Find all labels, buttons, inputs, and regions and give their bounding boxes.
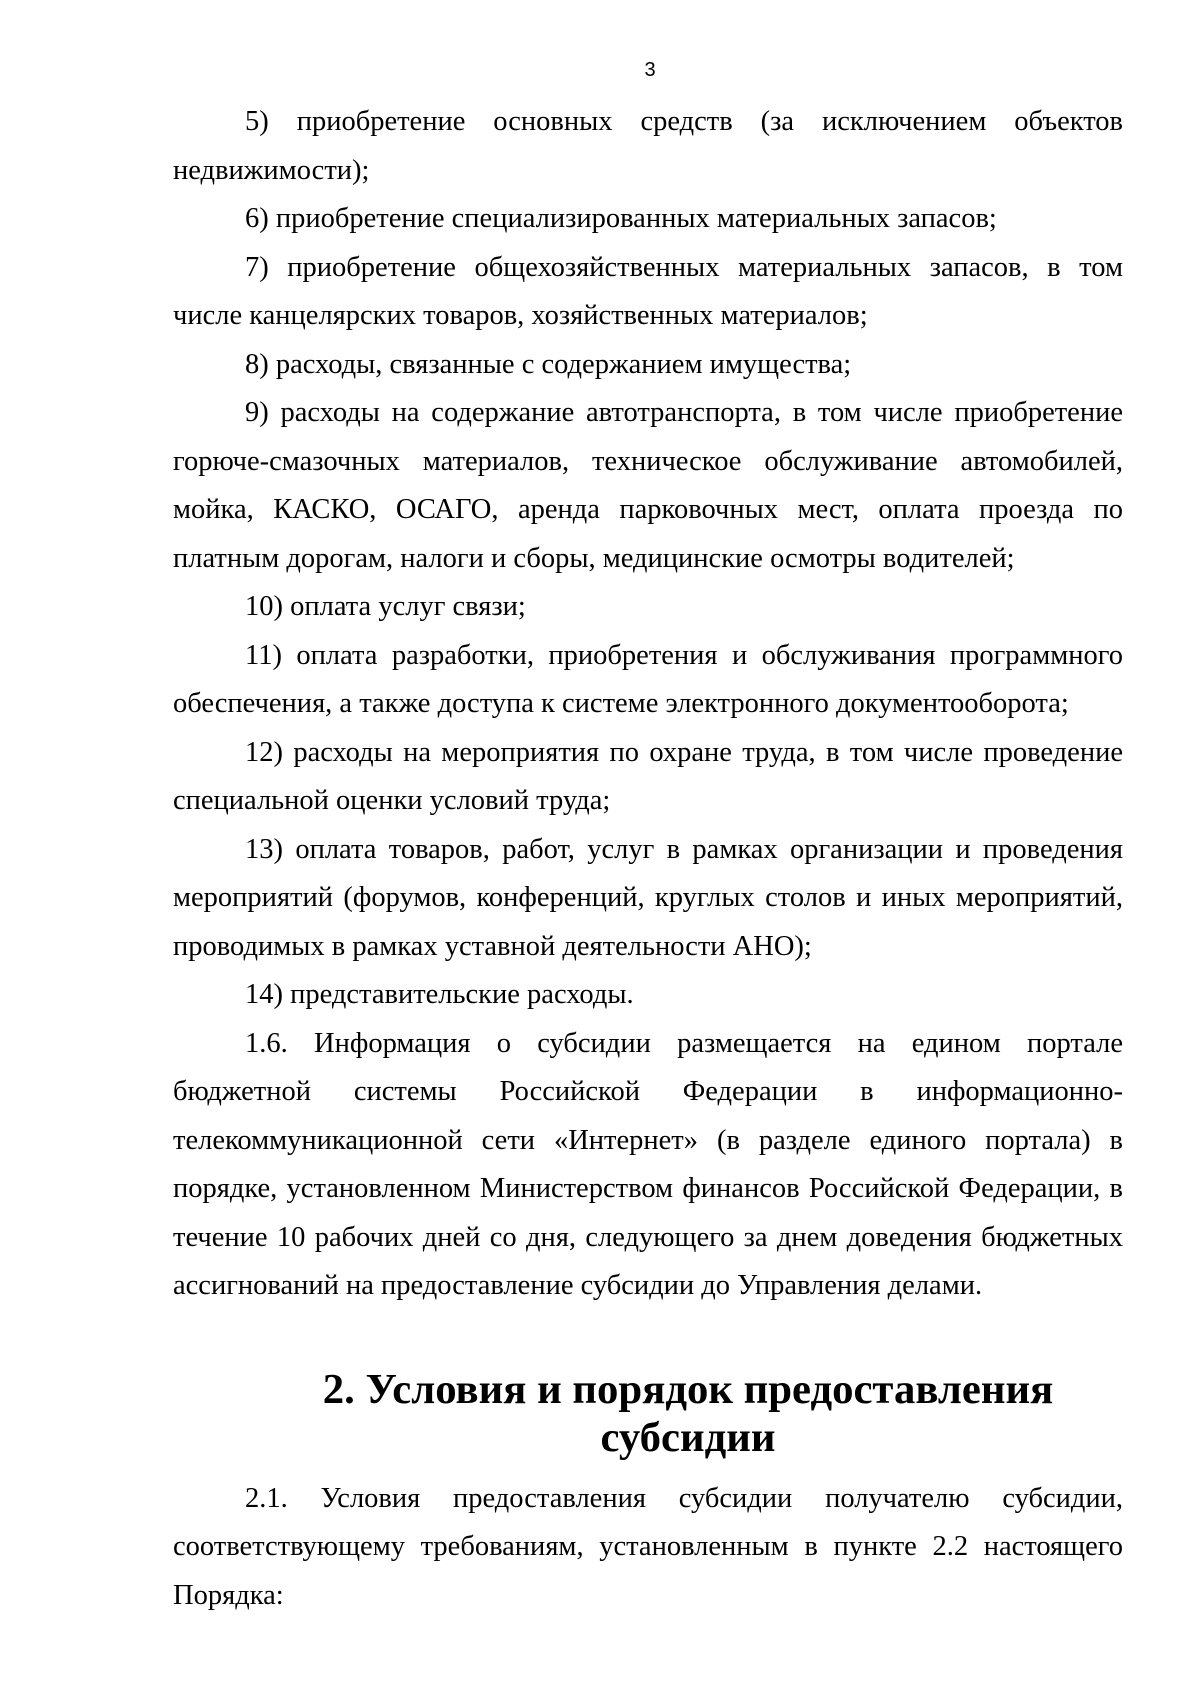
document-body [173,98,1123,1620]
paragraph-item-8: 8) расходы, связанные с содержанием имущества; [245,348,852,380]
paragraph-item-13: 13) оплата товаров, работ, услуг в рамках организации и проведения мероприятий (форумов, конференций, круглых столов и иных мероприятий, проводимых в рамках уставной деятельности АНО); [173,833,1123,962]
paragraph-clause-1-6: 1.6. Информация о субсидии размещается на едином портале бюджетной системы Российской Федерации в информационно-телекоммуникационной сети «Интернет» (в разделе единого портала) в порядке, установленном Министерством финансов Российской Федерации, в течение 10 рабочих дней со дня, следующего за днем доведения бюджетных ассигнований на предоставление субсидии до Управления делами. [173,1027,1123,1301]
paragraph-item-11: 11) оплата разработки, приобретения и обслуживания программного обеспечения, а также доступа к системе электронного документооборота; [173,639,1123,719]
paragraph-item-5: 5) приобретение основных средств (за исключением объектов недвижимости); [173,106,1123,186]
paragraph-item-10: 10) оплата услуг связи; [245,591,526,622]
section-heading: 2. Условия и порядок предоставления субсидии [322,1365,1054,1461]
paragraph-item-14: 14) представительские расходы. [245,979,634,1010]
paragraph-item-9: 9) расходы на содержание автотранспорта, в том числе приобретение горюче-смазочных материалов, техническое обслуживание автомобилей, мойка, КАСКО, ОСАГО, аренда парковочных мест, оплата проезда по платным дорогам, налоги и сборы, медицинские осмотры водителей; [173,397,1123,574]
page-number: 3 [644,59,656,81]
paragraph-item-12: 12) расходы на мероприятия по охране труда, в том числе проведение специальной оценки условий труда; [173,736,1123,816]
paragraph-item-7: 7) приобретение общехозяйственных материальных запасов, в том числе канцелярских товаров, хозяйственных материалов; [173,251,1123,331]
paragraph-clause-2-1: 2.1. Условия предоставления субсидии получателю субсидии, соответствующему требованиям, установленным в пункте 2.2 настоящего Порядка: [173,1482,1123,1611]
paragraph-item-6: 6) приобретение специализированных материальных запасов; [245,203,997,234]
